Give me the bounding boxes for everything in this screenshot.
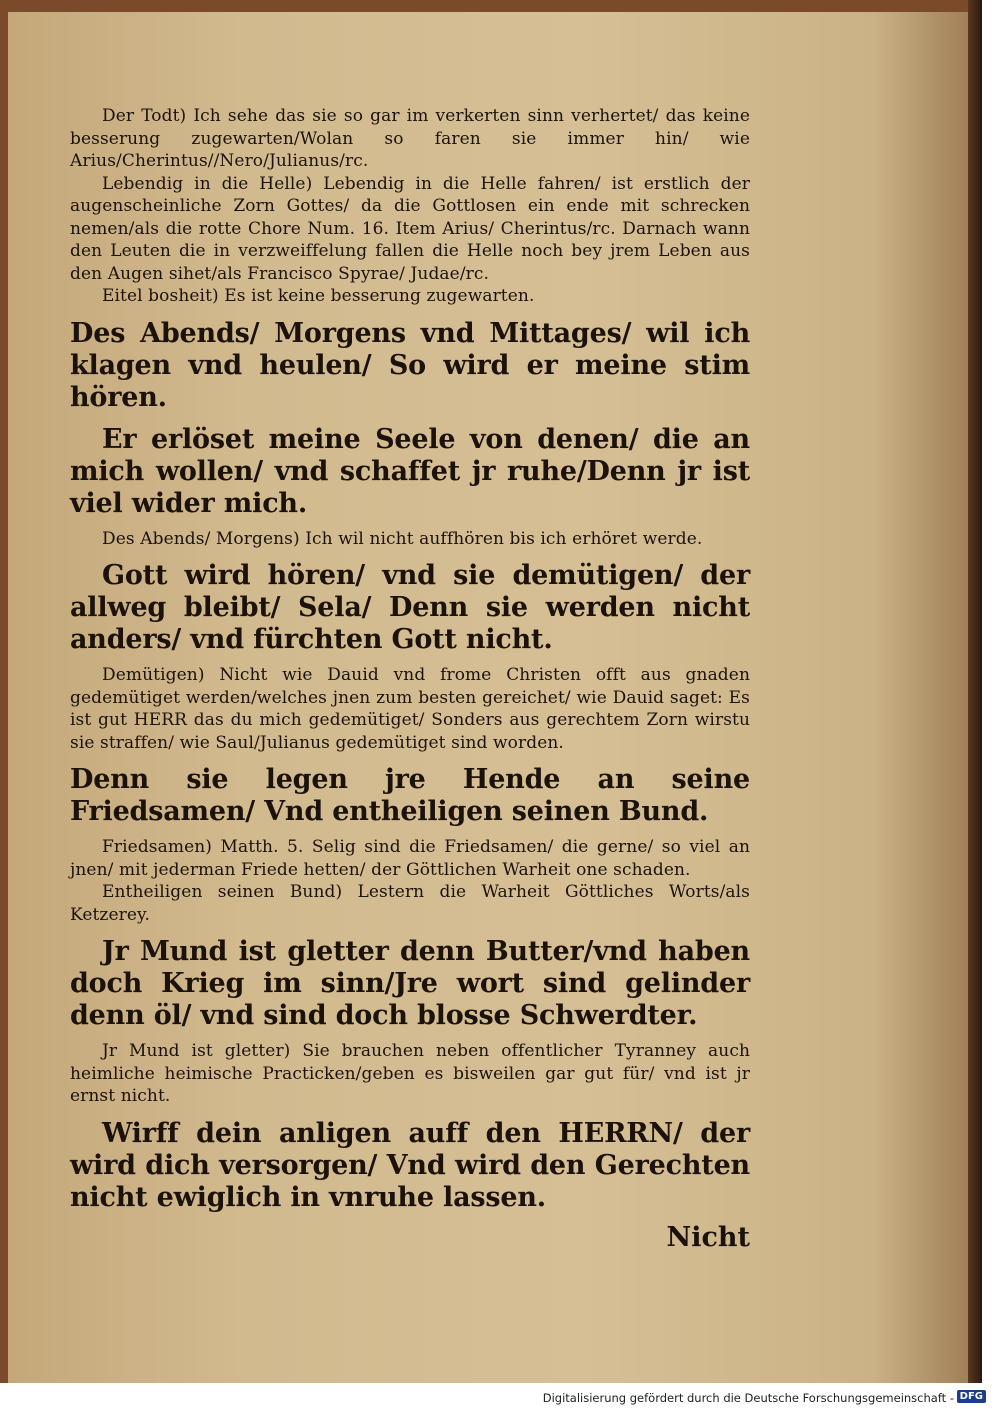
psalm-verse: Des Abends/ Morgens vnd Mittages/ wil ich klagen vnd heulen/ So wird er meine stim hören. <box>70 317 750 413</box>
psalm-verse: Wirff dein anligen auff den HERRN/ der wird dich versorgen/ Vnd wird den Gerechten nicht ewiglich in vnruhe lassen. <box>70 1117 750 1213</box>
catchword-row <box>70 1222 750 1254</box>
commentary-paragraph: Lebendig in die Helle) Lebendig in die Helle fahren/ ist erstlich der augenscheinliche Zorn Gottes/ da die Gottlosen ein ende mit schrecken nemen/als die rotte Chore Num. 16. Item Arius/ Cherintus/rc. Darnach wann den Leuten die in verzweiffelung fallen die Helle noch bey jrem Leben aus den Augen sihet/als Francisco Spyrae/ Judae/rc. <box>70 173 750 284</box>
commentary-paragraph: Des Abends/ Morgens) Ich wil nicht auffhören bis ich erhöret werde. <box>102 528 703 549</box>
psalm-verse: Er erlöset meine Seele von denen/ die an mich wollen/ vnd schaffet jr ruhe/Denn jr ist viel wider mich. <box>70 423 750 519</box>
psalm-verse: Jr Mund ist gletter denn Butter/vnd haben doch Krieg im sinn/Jre wort sind gelinder denn öl/ vnd sind doch blosse Schwerdter. <box>70 936 750 1031</box>
page-edge-shadow <box>968 0 982 1383</box>
dfg-logo: DFG <box>957 1390 986 1403</box>
psalm-verse: Gott wird hören/ vnd sie demütigen/ der allweg bleibt/ Sela/ Denn sie werden nicht anders/ vnd fürchten Gott nicht. <box>70 560 750 655</box>
digitization-footer <box>0 1386 1000 1409</box>
commentary-paragraph: Der Todt) Ich sehe das sie so gar im verkerten sinn verhertet/ das keine besserung zugewarten/Wolan so faren sie immer hin/ wie Arius/Cherintus//Nero/Julianus/rc. <box>70 106 750 171</box>
commentary-paragraph: Friedsamen) Matth. 5. Selig sind die Friedsamen/ die gerne/ so viel an jnen/ mit jederman Friede hetten/ der Göttlichen Warheit one schaden. <box>70 837 750 880</box>
psalm-verse: Denn sie legen jre Hende an seine Friedsamen/ Vnd entheiligen seinen Bund. <box>70 764 750 827</box>
commentary-paragraph: Demütigen) Nicht wie Dauid vnd frome Christen offt aus gnaden gedemütiget werden/welches jnen zum besten gereichet/ wie Dauid saget: Es ist gut HERR das du mich gedemütiget/ Sonders aus gerechtem Zorn wirstu sie straffen/ wie Saul/Julianus gedemütiget sind worden. <box>70 665 750 753</box>
commentary-paragraph: Jr Mund ist gletter) Sie brauchen neben offentlicher Tyranney auch heimliche heimische Practicken/geben es bisweilen gar gut für/ vnd ist jr ernst nicht. <box>70 1041 750 1106</box>
page-text-block <box>70 105 750 1254</box>
catchword: Nicht <box>666 1221 750 1253</box>
commentary-paragraph: Eitel bosheit) Es ist keine besserung zugewarten. <box>102 286 535 306</box>
footer-credit-text: Digitalisierung gefördert durch die Deutsche Forschungsgemeinschaft - <box>542 1391 954 1405</box>
commentary-paragraph: Entheiligen seinen Bund) Lestern die Warheit Göttliches Worts/als Ketzerey. <box>70 882 750 925</box>
